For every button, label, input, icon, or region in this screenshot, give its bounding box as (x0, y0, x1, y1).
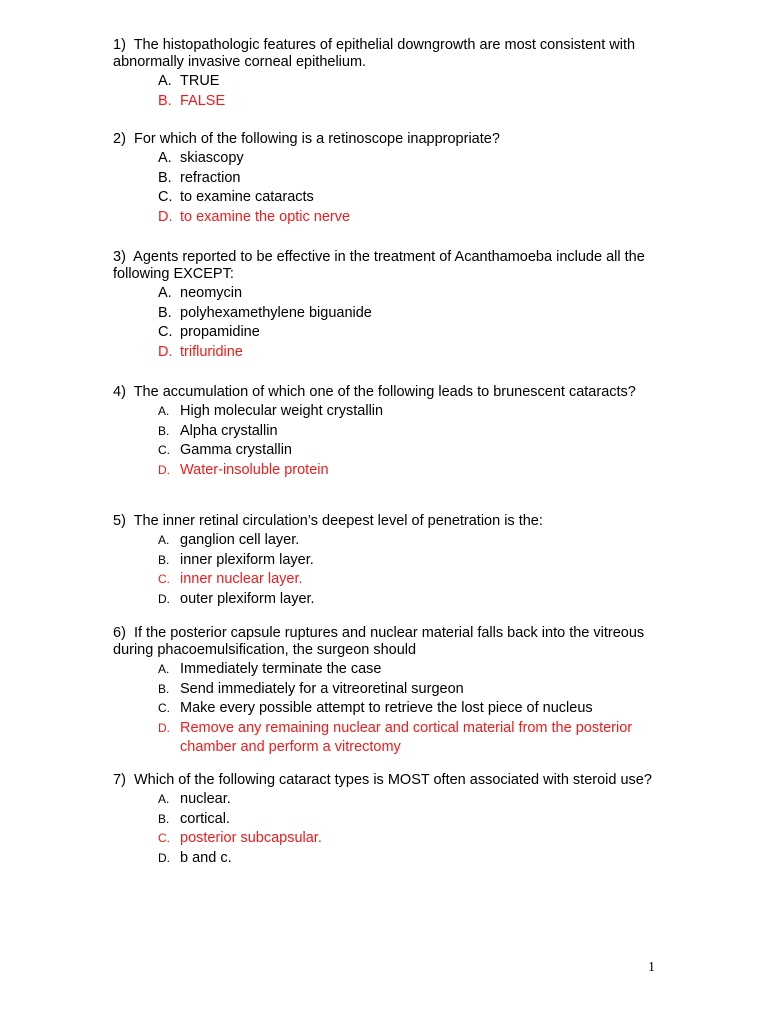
option-d-correct-answer (113, 461, 673, 481)
option-letter: B. (158, 169, 172, 186)
option-text: Send immediately for a vitreoretinal surgeon (180, 680, 464, 697)
option-b (113, 169, 673, 189)
option-a (113, 149, 673, 169)
option-text: nuclear. (180, 791, 231, 807)
option-letter: C. (158, 831, 170, 846)
option-b (113, 810, 673, 830)
option-text: Immediately terminate the case (180, 661, 382, 677)
option-letter: D. (158, 208, 173, 225)
question-stem: If the posterior capsule ruptures and nuclear material falls back into the vitreous during phacoemulsification, the surgeon should (113, 625, 649, 658)
option-letter: D. (158, 462, 170, 477)
option-text: to examine the optic nerve (180, 208, 351, 225)
question-number: 4) (113, 384, 126, 400)
question-number: 7) (113, 772, 126, 788)
option-c (113, 188, 673, 208)
option-text: propamidine (180, 324, 260, 341)
question-3 (113, 249, 673, 362)
option-a (113, 402, 673, 422)
question-7 (113, 772, 673, 868)
option-list (113, 660, 673, 758)
option-letter: A. (158, 73, 172, 89)
option-letter: D. (158, 591, 170, 606)
question-6 (113, 625, 673, 758)
option-b (113, 680, 673, 700)
option-text: Remove any remaining nuclear and cortical material from the posterior chamber and perform a vitrectomy (180, 719, 633, 756)
option-c (113, 323, 673, 343)
option-b (113, 304, 673, 324)
option-text: cortical. (180, 810, 230, 827)
option-list (113, 790, 673, 868)
option-text: ganglion cell layer. (180, 532, 300, 548)
question-stem: The accumulation of which one of the following leads to brunescent cataracts? (133, 384, 636, 400)
option-list (113, 402, 673, 480)
option-letter: C. (158, 701, 170, 716)
option-text: neomycin (180, 285, 243, 301)
question-stem: The histopathologic features of epithelial downgrowth are most consistent with abnormally invasive corneal epithelium. (113, 37, 640, 70)
option-text: Alpha crystallin (180, 422, 278, 439)
option-list (113, 149, 673, 227)
option-letter: B. (158, 681, 170, 696)
option-list (113, 284, 673, 362)
option-c (113, 699, 673, 719)
option-c-correct-answer (113, 570, 673, 590)
option-b (113, 422, 673, 442)
option-text: TRUE (180, 73, 220, 89)
option-letter: A. (158, 533, 170, 547)
option-letter: A. (158, 150, 172, 166)
option-b (113, 551, 673, 571)
question-number: 5) (113, 513, 126, 529)
option-letter: B. (158, 811, 170, 826)
option-text: refraction (180, 169, 241, 186)
page-number: 1 (648, 960, 655, 975)
question-stem: For which of the following is a retinoscope inappropriate? (133, 131, 500, 147)
option-d (113, 849, 673, 869)
option-letter: C. (158, 324, 173, 341)
option-letter: D. (158, 850, 170, 865)
option-letter: B. (158, 304, 172, 321)
option-text: outer plexiform layer. (180, 590, 315, 607)
question-number: 6) (113, 625, 126, 641)
option-letter: A. (158, 404, 170, 418)
question-4 (113, 384, 673, 480)
option-a (113, 72, 673, 92)
option-text: b and c. (180, 849, 232, 866)
option-letter: B. (158, 423, 170, 438)
question-text (113, 513, 673, 530)
option-d-correct-answer (113, 208, 673, 228)
option-text: Water-insoluble protein (180, 461, 329, 478)
question-stem: Which of the following cataract types is MOST often associated with steroid use? (133, 772, 652, 788)
option-letter: B. (158, 552, 170, 567)
option-letter: A. (158, 662, 170, 676)
option-a (113, 660, 673, 680)
option-letter: A. (158, 792, 170, 806)
option-letter: D. (158, 343, 173, 360)
option-c (113, 441, 673, 461)
question-number: 2) (113, 131, 126, 147)
option-letter: C. (158, 189, 173, 206)
option-letter: A. (158, 285, 172, 301)
option-text: Gamma crystallin (180, 442, 292, 459)
option-letter: B. (158, 92, 172, 109)
question-stem: Agents reported to be effective in the treatment of Acanthamoeba include all the following EXCEPT: (113, 249, 649, 282)
option-list (113, 531, 673, 609)
option-text: trifluridine (180, 343, 243, 360)
option-text: to examine cataracts (180, 189, 314, 206)
option-a (113, 790, 673, 810)
option-d-correct-answer (113, 719, 673, 758)
question-2 (113, 131, 673, 227)
option-a (113, 284, 673, 304)
option-a (113, 531, 673, 551)
question-text (113, 249, 673, 283)
option-text: skiascopy (180, 150, 244, 166)
option-letter: C. (158, 572, 170, 587)
option-letter: D. (158, 720, 170, 735)
question-text (113, 772, 673, 789)
question-text (113, 131, 673, 148)
question-text (113, 384, 673, 401)
option-text: inner nuclear layer. (180, 571, 303, 588)
option-text: posterior subcapsular. (180, 830, 322, 847)
option-b-correct-answer (113, 92, 673, 112)
option-text: High molecular weight crystallin (180, 403, 384, 419)
option-d-correct-answer (113, 343, 673, 363)
option-text: FALSE (180, 92, 226, 109)
option-letter: C. (158, 443, 170, 458)
option-list (113, 72, 673, 111)
option-d (113, 590, 673, 610)
question-stem: The inner retinal circulation’s deepest level of penetration is the: (133, 513, 543, 529)
question-1 (113, 37, 673, 111)
question-text (113, 625, 673, 659)
question-text (113, 37, 673, 71)
question-5 (113, 513, 673, 609)
option-text: polyhexamethylene biguanide (180, 304, 372, 321)
question-number: 3) (113, 249, 126, 265)
option-text: inner plexiform layer. (180, 551, 314, 568)
option-text: Make every possible attempt to retrieve the lost piece of nucleus (180, 700, 593, 717)
question-number: 1) (113, 37, 126, 53)
option-c-correct-answer (113, 829, 673, 849)
